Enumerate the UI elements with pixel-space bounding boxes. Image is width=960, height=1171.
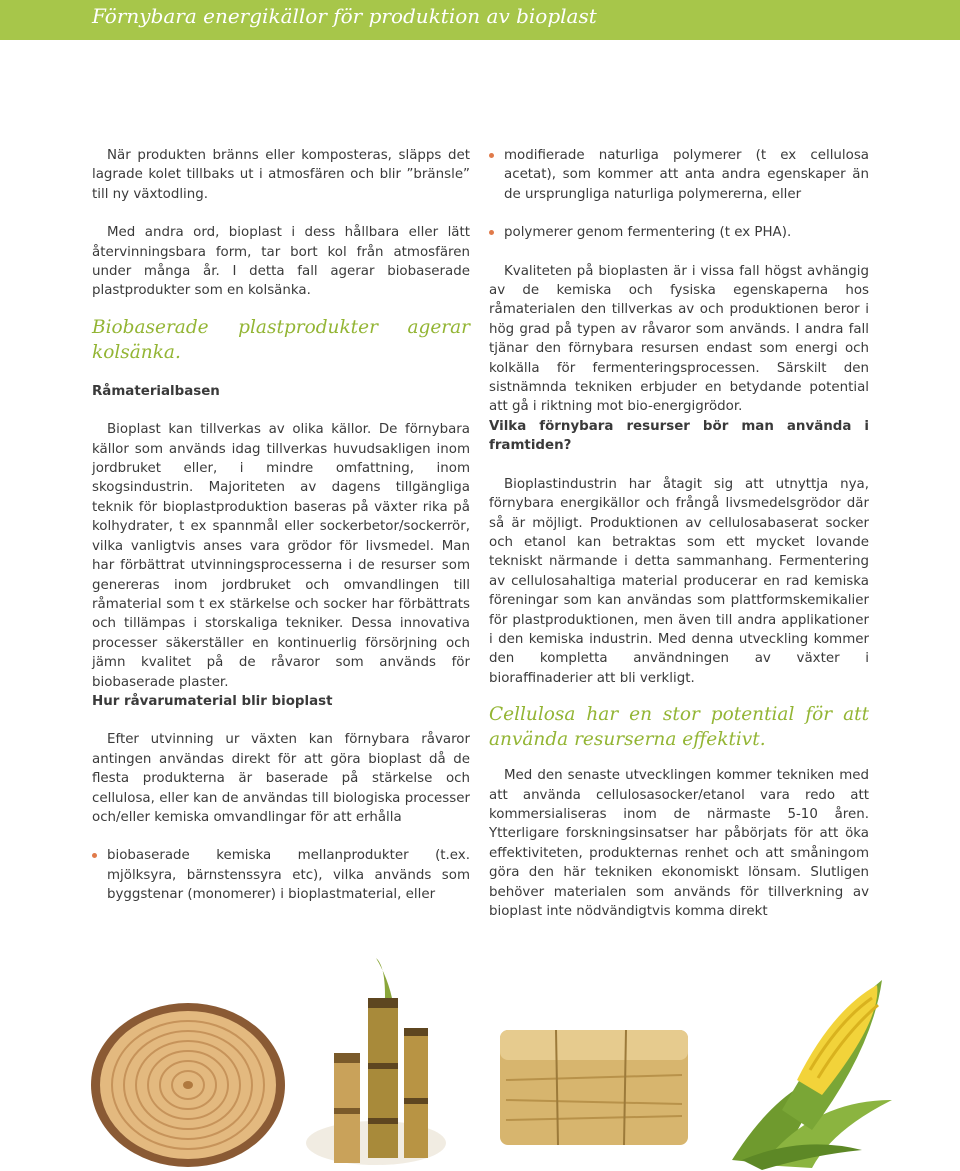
bullet-icon: [489, 230, 494, 235]
header-bar: [0, 0, 960, 40]
paragraph: Bioplast kan tillverkas av olika källor. De förnybara källor som används idag tillverkas huvudsakligen inom jordbruket eller, i mindre omfattning, inom skogsindustrin. Majoriteten av dagens tillgängliga teknik för bioplastproduktion baseras på växter rika på kolhydrater, t ex spannmål eller sockerbetor/sockerrör, vilka vanligtvis anses vara grödor för livsmedel. Man har förbättrat utvinningsprocesserna i de resurser som genereras inom jordbruket och omvandlingen till råmaterial som t ex stärkelse och socker har förbättrats och tillämpas i storskaliga tekniker. Dessa innovativa processer säkerställer en kontinuerlig försörjning och jämn kvalitet på de råvaror som används för biobaserade plaster.: [92, 422, 470, 690]
hay-bale-image: [496, 1020, 692, 1150]
section-heading: Hur råvarumaterial blir bioplast: [92, 693, 333, 709]
list-item: [489, 223, 869, 242]
list-item-text: modifierade naturliga polymerer (t ex cellulosa acetat), som kommer att anta andra egenskaper än de ursprungliga naturliga polymererna, eller: [504, 148, 869, 202]
corn-cob-image: [722, 960, 922, 1170]
bullet-icon: [92, 853, 97, 858]
list-item: [92, 846, 470, 904]
sugar-cane-image: [296, 958, 456, 1170]
paragraph: Med andra ord, bioplast i dess hållbara eller lätt återvinningsbara form, tar bort kol från atmosfären under många år. I detta fall agerar biobaserade plastprodukter som en kolsänka.: [92, 225, 470, 299]
section-heading: Råmaterialbasen: [92, 383, 220, 399]
paragraph: Kvaliteten på bioplasten är i vissa fall högst avhängig av de kemiska och fysiska egenskaperna hos råmaterialen den tillverkas av och produktionen beror i hög grad på typen av råvaror som används. I andra fall tjänar den förnybara resursen endast som energi och kolkälla för fermenteringsprocessen. Särskilt den sistnämnda tekniken erbjuder en betydande potential att gå i riktning mot bio-energigrödor.: [489, 263, 869, 415]
paragraph: När produkten bränns eller komposteras, släpps det lagrade kolet tillbaks ut i atmosfären och blir ”bränsle” till ny växtodling.: [92, 148, 470, 202]
right-column: [489, 146, 869, 921]
wood-slice-image: [88, 1000, 288, 1170]
list-item-text: polymerer genom fermentering (t ex PHA).: [504, 225, 792, 241]
list-item-text: biobaserade kemiska mellanprodukter (t.ex. mjölksyra, bärnstenssyra etc), vilka används som byggstenar (monomerer) i bioplastmaterial, eller: [107, 848, 470, 903]
pull-quote: Cellulosa har en stor potential för att använda resurserna effektivt.: [489, 704, 869, 751]
paragraph: Bioplastindustrin har åtagit sig att utnyttja nya, förnybara energikällor och frångå livsmedelsgrödor där så är möjligt. Produktionen av cellulosabaserat socker och etanol kan betraktas som ett mycket lovande tekniskt närmande i detta sammanhang. Fermentering av cellulosahaltiga material producerar en rad kemiska föreningar som kan användas som plattformskemikalier för plastproduktionen, men även till andra applikationer i den kemiska industrin. Med denna utveckling kommer den kompletta användningen av växter i bioraffinaderier att bli verkligt.: [489, 476, 869, 686]
paragraph: Med den senaste utvecklingen kommer tekniken med att använda cellulosasocker/etanol vara redo att kommersialiseras inom de närmaste 5-10 åren. Ytterligare forskningsinsatser har påbörjats för att öka effektiviteten, produkternas renhet och att småningom göra den här tekniken ekonomiskt lönsam. Slutligen behöver materialen som används för tillverkning av bioplast inte nödvändigtvis komma direkt: [489, 768, 869, 919]
pull-quote: Biobaserade plastprodukter agerar kolsänka.: [92, 316, 470, 363]
list-item: [489, 146, 869, 204]
left-column: [92, 146, 470, 905]
page-title: Förnybara energikällor för produktion av bioplast: [92, 4, 597, 28]
illustration-strip: [0, 940, 960, 1171]
paragraph: Efter utvinning ur växten kan förnybara råvaror antingen användas direkt för att göra bioplast då de flesta produkterna är baserade på stärkelse och cellulosa, eller kan de användas till biologiska processer och/eller kemiska omvandlingar för att erhålla: [92, 732, 470, 825]
bullet-icon: [489, 153, 494, 158]
section-heading: Vilka förnybara resurser bör man använda i framtiden?: [489, 418, 869, 454]
